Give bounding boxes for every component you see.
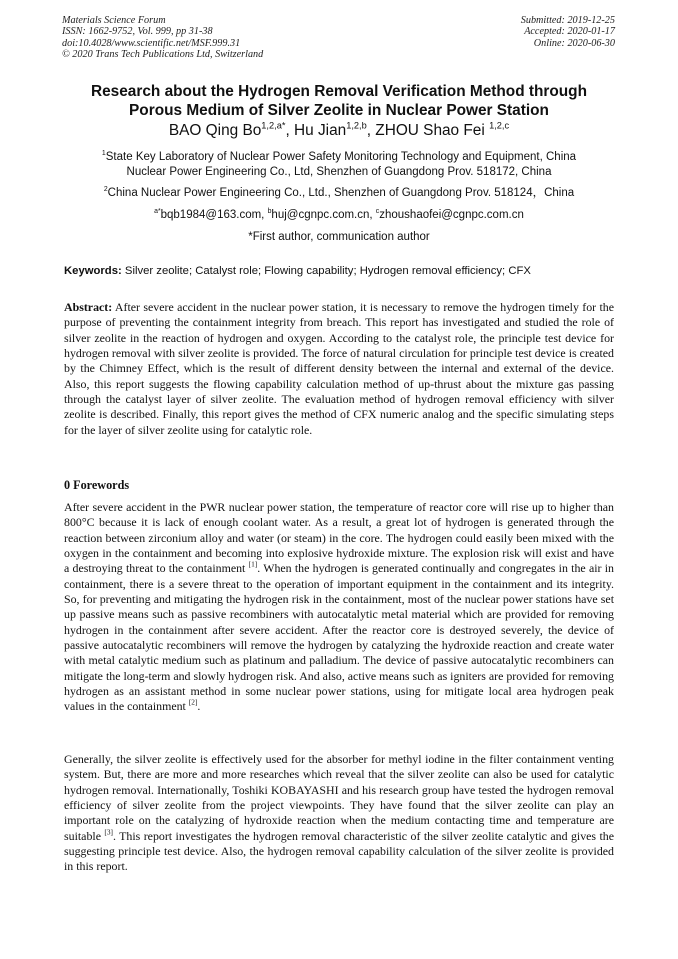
- paragraph-text: Generally, the silver zeolite is effectively used for the absorber for methyl iodine in the filter containment venting system. But, there are more and more researches which reveal that the silver zeolite can also be used for catalytic hydrogen removal. Internationally, Toshiki KOBAYASHI and his research group have tested the hydrogen removal efficiency of silver zeolite from the project viewpoints. They have found that the silver zeolite can play an important role on the catalyzing of hydroxide reaction when the medium contacting time and temperature are suitable: [64, 752, 614, 843]
- citation-ref: [1]: [248, 559, 258, 569]
- paragraph-text: .: [197, 699, 201, 714]
- author-note: *First author, communication author: [248, 231, 430, 243]
- email-address: huj@cgnpc.com.cn,: [271, 209, 376, 221]
- abstract: [64, 300, 614, 438]
- journal-header-left: [62, 15, 263, 61]
- author-name: ZHOU Shao Fei: [375, 122, 490, 139]
- author-separator: ,: [366, 122, 376, 139]
- submitted-date: Submitted: 2019-12-25: [520, 15, 615, 26]
- email-address: zhoushaofei@cgnpc.com.cn: [379, 209, 524, 221]
- journal-doi: doi:10.4028/www.scientific.net/MSF.999.31: [62, 37, 241, 49]
- affiliation-1: [40, 150, 638, 180]
- accepted-date: Accepted: 2020-01-17: [524, 26, 615, 38]
- author-affiliation-mark: 1,2,b: [346, 120, 367, 131]
- author-list: [40, 121, 638, 140]
- citation-ref: [2]: [188, 697, 198, 707]
- affiliation-mark: 1: [101, 150, 106, 158]
- keywords-text: Silver zeolite; Catalyst role; Flowing capability; Hydrogen removal efficiency; CFX: [121, 265, 531, 277]
- affiliation-line: Nuclear Power Engineering Co., Ltd, Shenzhen of Guangdong Prov. 518172, China: [126, 166, 552, 178]
- abstract-label: Abstract:: [64, 300, 113, 314]
- forewords-paragraph-2: [64, 752, 614, 875]
- affiliation-line: State Key Laboratory of Nuclear Power Safety Monitoring Technology and Equipment, China: [105, 151, 577, 163]
- affiliation-line: China Nuclear Power Engineering Co., Ltd., Shenzhen of Guangdong Prov. 518124，China: [107, 187, 575, 199]
- email-mark: b: [267, 208, 272, 216]
- keywords: [64, 264, 616, 279]
- journal-header-right: [521, 15, 615, 49]
- author-name: BAO Qing Bo: [168, 122, 262, 139]
- journal-name: Materials Science Forum: [62, 15, 166, 26]
- title-line-2: Porous Medium of Silver Zeolite in Nuclear Power Station: [129, 102, 549, 119]
- section-heading: 0 Forewords: [64, 478, 130, 492]
- paragraph-text: . This report investigates the hydrogen removal characteristic of the silver zeolite catalytic and gives the suggesting principle test device. Also, the hydrogen removal capability calculation of the silver zeolite is provided in this report.: [64, 828, 614, 874]
- affiliation-2: [40, 186, 638, 201]
- author-separator: ,: [285, 122, 294, 139]
- email-mark: c: [375, 208, 380, 216]
- keywords-label: Keywords:: [64, 265, 122, 277]
- abstract-text: After severe accident in the nuclear power station, it is necessary to remove the hydrogen timely for the purpose of preventing the containment integrity from breach. This report has investigated and studied the role of silver zeolite in the reaction of hydrogen and oxygen. According to the catalyst role, the principle test device for hydrogen removal with silver zeolite is provided. The force of natural circulation for principle test device is created by the Chimney Effect, which is the result of different density between the internal and external of the device. Also, this report suggests the flowing capability calculation method of up-thrust about the mixture gas passing through the catalyst layer of silver zeolite. The evaluation method of hydrogen removal efficiency with silver zeolite is described. Finally, this report gives the method of CFX numeric analog and the specific simulating steps for the layer of silver zeolite using for catalytic role.: [64, 300, 614, 437]
- citation-ref: [3]: [104, 827, 113, 837]
- journal-copyright: © 2020 Trans Tech Publications Ltd, Switzerland: [62, 49, 264, 61]
- online-date: Online: 2020-06-30: [533, 37, 615, 49]
- author-affiliation-mark: 1,2,c: [489, 120, 510, 131]
- paragraph-text: After severe accident in the PWR nuclear power station, the temperature of reactor core will rise up to higher than 800°C because it is lack of enough coolant water. As a result, a great lot of hydrogen is generated through the reaction between zirconium alloy and water (or steam) in the core. The hydrogen could easily been mixed with the oxygen in the containment and becoming into explosive hydroxide mixture. The explosion risk will exist and have a destroying threat to the containment: [64, 500, 614, 576]
- author-name: Hu Jian: [294, 122, 347, 139]
- journal-issn: ISSN: 1662-9752, Vol. 999, pp 31-38: [62, 26, 213, 38]
- author-affiliation-mark: 1,2,a*: [261, 120, 286, 131]
- paragraph-text: . When the hydrogen is generated continually and congregates in the air in containment, there is a severe threat to the operation of important equipment in the containment and its integrity. So, for preventing and mitigating the hydrogen risk in the containment, most of the nuclear power stations have set up passive means such as passive recombiners with autocatalytic metal material which are provided for removing hydrogen in the containment after severe accident. After the reactor core is destroyed severely, the device of passive autocatalytic recombiners will remove the hydrogen by catalyzing the hydroxide reaction and create water with metal catalytic medium such as platinum and palladium. The device of passive autocatalytic recombiners can mitigate the long-term and slowly hydrogen risk. And also, active means such as igniters are provided for removing hydrogen as an assistant method in some nuclear power stations, using for mitigate local area hydrogen peak values in the containment: [64, 561, 614, 714]
- paper-title: [40, 82, 638, 120]
- email-mark: a*: [154, 208, 161, 216]
- forewords-paragraph-1: [64, 500, 614, 715]
- author-emails: [40, 208, 638, 223]
- email-address: bqb1984@163.com,: [160, 209, 268, 221]
- title-line-1: Research about the Hydrogen Removal Verification Method through: [91, 83, 587, 100]
- affiliation-mark: 2: [103, 186, 108, 194]
